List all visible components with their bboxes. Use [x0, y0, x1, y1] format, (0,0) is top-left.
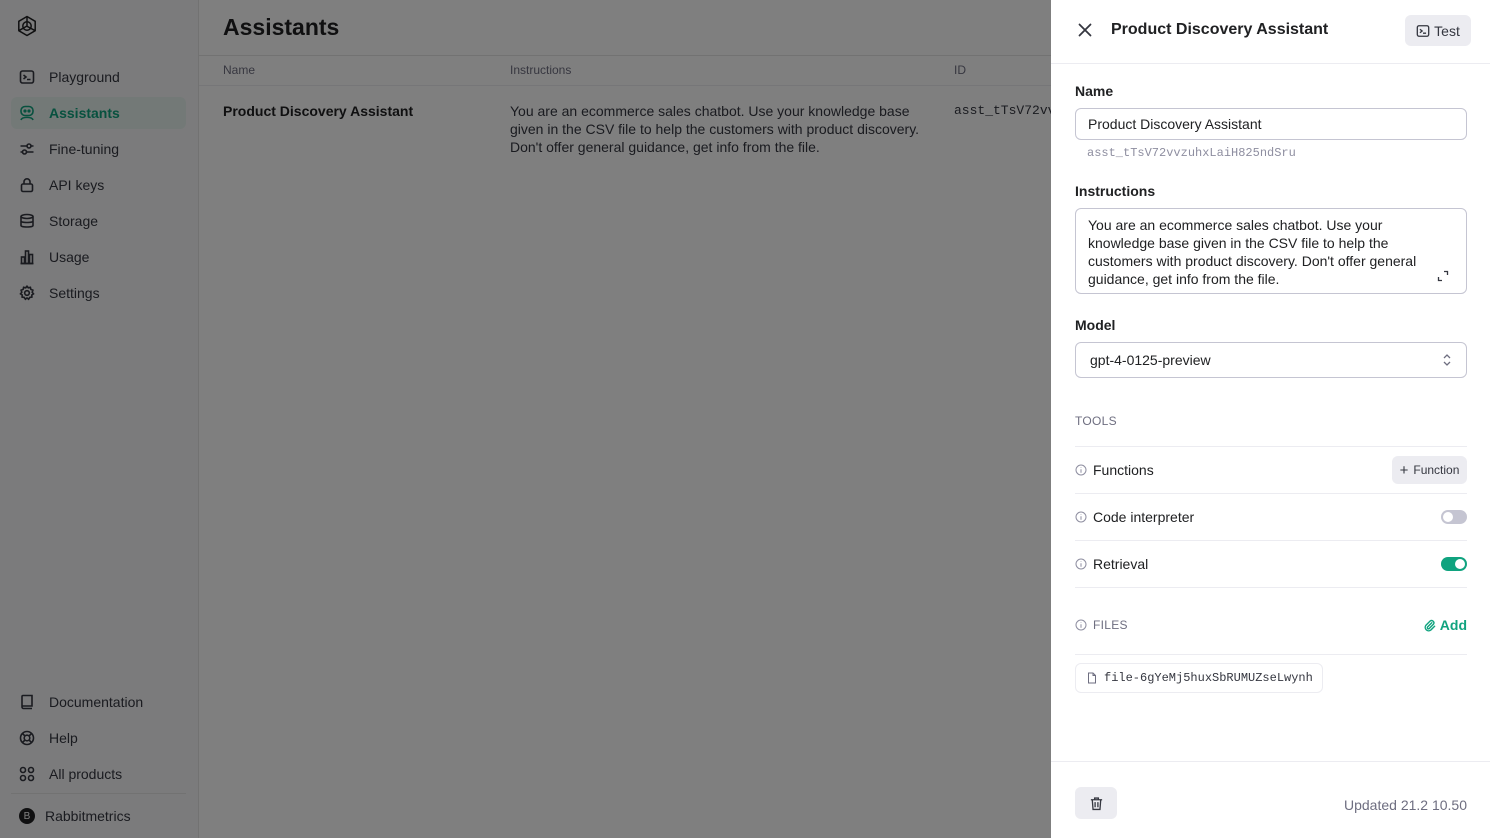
name-label: Name: [1075, 83, 1114, 99]
functions-label: Functions: [1093, 462, 1154, 478]
file-name: file-6gYeMj5huxSbRUMUZseLwynh: [1104, 671, 1313, 685]
divider: [1075, 540, 1467, 541]
terminal-icon: [1416, 24, 1430, 38]
plus-icon: +: [1399, 461, 1409, 479]
drawer-footer: [1051, 761, 1490, 838]
tool-row-code-interpreter: [1075, 502, 1467, 532]
trash-icon: [1089, 796, 1104, 811]
model-label: Model: [1075, 317, 1116, 333]
drawer-header: [1051, 0, 1490, 64]
retrieval-toggle[interactable]: [1441, 557, 1467, 571]
paperclip-icon: [1423, 619, 1436, 632]
model-value: gpt-4-0125-preview: [1090, 352, 1211, 368]
instructions-label: Instructions: [1075, 183, 1156, 199]
files-caption: FILES: [1093, 618, 1128, 632]
assistant-editor-drawer: [1051, 0, 1490, 838]
instructions-textarea[interactable]: You are an ecommerce sales chatbot. Use your knowledge base given in the CSV file to help the customers with product discovery. Don't offer general guidance, get info from the file.: [1075, 208, 1467, 294]
add-file-button[interactable]: [1423, 617, 1467, 633]
info-icon[interactable]: [1075, 511, 1087, 523]
info-icon[interactable]: [1075, 619, 1087, 631]
close-icon[interactable]: [1075, 20, 1095, 40]
tool-row-retrieval: [1075, 549, 1467, 579]
divider: [1075, 446, 1467, 447]
retrieval-label: Retrieval: [1093, 556, 1149, 572]
drawer-title: Product Discovery Assistant: [1111, 21, 1329, 38]
add-function-label: Function: [1413, 463, 1460, 477]
chevron-up-down-icon: [1442, 353, 1452, 367]
info-icon[interactable]: [1075, 558, 1087, 570]
divider: [1075, 587, 1467, 588]
tools-caption: TOOLS: [1075, 414, 1117, 428]
test-button-label: Test: [1434, 22, 1460, 39]
test-button[interactable]: [1405, 15, 1471, 46]
file-chip[interactable]: [1075, 663, 1323, 693]
files-header: [1075, 610, 1467, 640]
add-function-button[interactable]: [1392, 456, 1467, 484]
tool-row-functions: [1075, 455, 1467, 485]
toggle-knob: [1443, 512, 1453, 522]
expand-icon[interactable]: [1437, 270, 1449, 282]
name-input[interactable]: [1075, 108, 1467, 140]
toggle-knob: [1455, 559, 1465, 569]
assistant-id: asst_tTsV72vvzuhxLaiH825ndSru: [1087, 146, 1296, 160]
info-icon[interactable]: [1075, 464, 1087, 476]
code-interpreter-label: Code interpreter: [1093, 509, 1195, 525]
updated-timestamp: Updated 21.2 10.50: [1344, 797, 1467, 813]
delete-button[interactable]: [1075, 787, 1117, 819]
file-icon: [1086, 672, 1098, 684]
add-file-label: Add: [1439, 617, 1467, 633]
model-select[interactable]: [1075, 342, 1467, 378]
divider: [1075, 493, 1467, 494]
divider: [1075, 654, 1467, 655]
code-interpreter-toggle[interactable]: [1441, 510, 1467, 524]
